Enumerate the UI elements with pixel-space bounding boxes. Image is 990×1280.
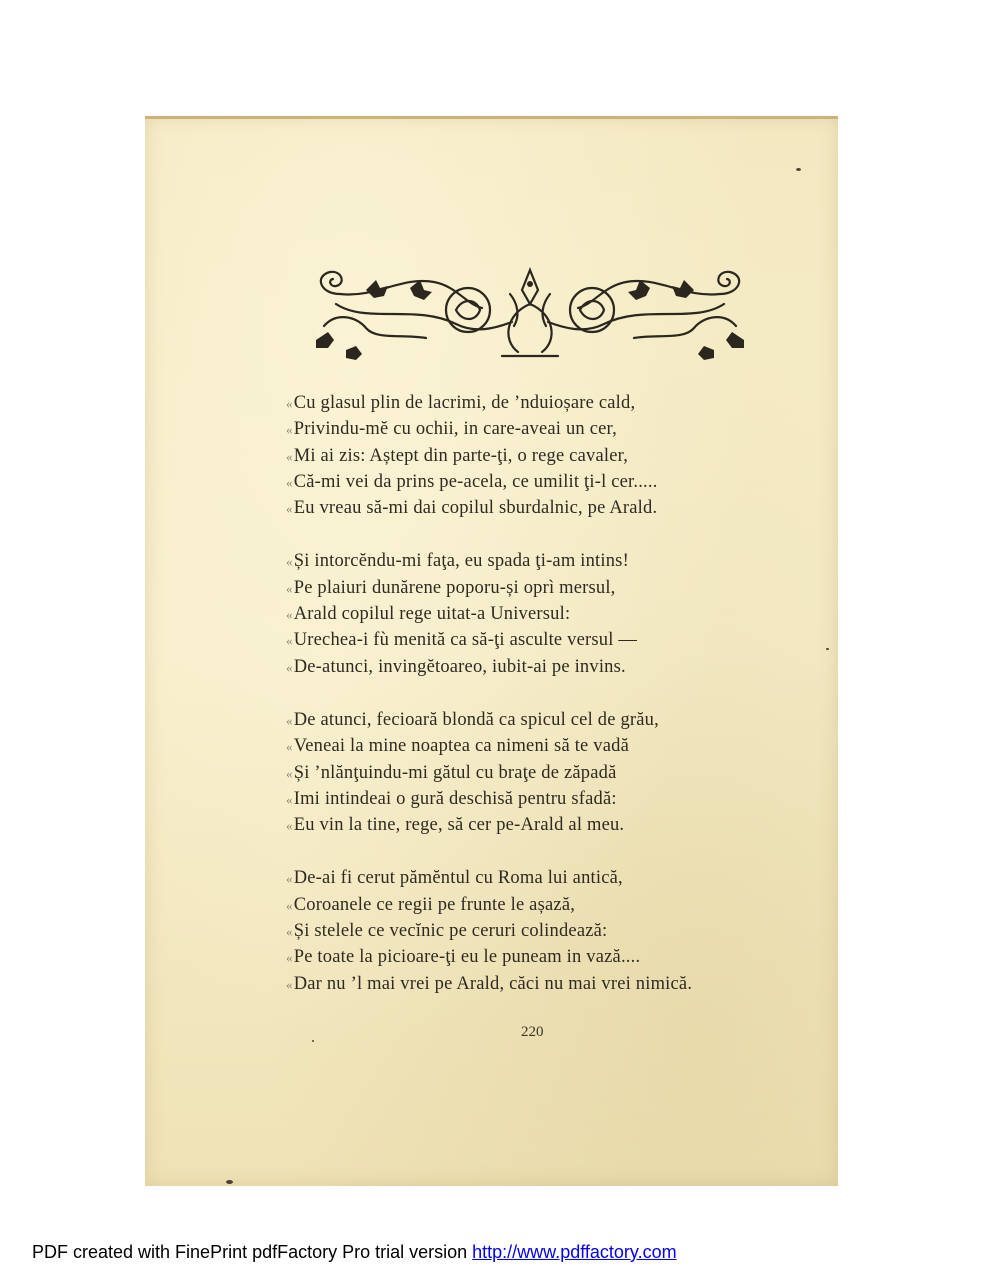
verse-text: Coroanele ce regii pe frunte le așază, <box>293 894 576 915</box>
paper-speck <box>826 648 829 650</box>
guillemet-mark: « <box>286 871 293 887</box>
verse-text: Privindu-mĕ cu ochii, in care-aveai un cer, <box>293 419 617 440</box>
guillemet-mark: « <box>286 396 293 411</box>
pdf-footer <box>32 1242 677 1263</box>
stanza <box>286 548 806 679</box>
verse-line <box>286 944 806 970</box>
verse-text: Arald copilul rege uitat-a Universul: <box>293 604 571 625</box>
floral-ornament-headpiece <box>306 264 754 364</box>
guillemet-mark: « <box>286 501 293 517</box>
paper-speck <box>312 1040 314 1042</box>
verse-line <box>286 892 806 918</box>
verse-text: Pe toate la picioare-ţi eu le puneam in vază.... <box>293 947 641 968</box>
verse-text: Că-mi vei da prins pe-acela, ce umilit ţi-l cer..... <box>293 471 658 492</box>
verse-text: De-ai fi cerut pămĕntul cu Roma lui antică, <box>293 868 623 889</box>
verse-line <box>286 601 806 627</box>
verse-line <box>286 654 806 680</box>
page-number: 220 <box>521 1024 544 1040</box>
verse-line <box>286 548 806 574</box>
verse-text: De-atunci, invingĕtoareo, iubit-ai pe invins. <box>293 656 626 677</box>
guillemet-mark: « <box>286 712 293 728</box>
pdffactory-link[interactable]: http://www.pdffactory.com <box>472 1242 677 1262</box>
verse-line <box>286 627 806 653</box>
verse-text: Eu vin la tine, rege, să cer pe-Arald al meu. <box>293 815 625 836</box>
footer-text: PDF created with FinePrint pdfFactory Pro trial version <box>32 1242 473 1262</box>
poem-text <box>286 390 806 1024</box>
verse-line <box>286 575 806 601</box>
verse-line <box>286 760 806 786</box>
verse-line <box>286 495 806 521</box>
guillemet-mark: « <box>286 765 293 781</box>
verse-text: Veneai la mine noaptea ca nimeni să te vadă <box>293 736 629 757</box>
verse-text: Dar nu ’l mai vrei pe Arald, căci nu mai vrei nimică. <box>293 973 693 994</box>
guillemet-mark: « <box>286 633 293 649</box>
verse-text: Cu glasul plin de lacrimi, de ’nduioșare cald, <box>293 393 636 413</box>
stanza <box>286 707 806 838</box>
guillemet-mark: « <box>286 659 293 675</box>
verse-line <box>286 469 806 495</box>
verse-line <box>286 918 806 944</box>
verse-text: Imi intindeai o gură deschisă pentru sfadă: <box>293 788 617 809</box>
verse-line <box>286 390 806 416</box>
verse-line <box>286 707 806 733</box>
verse-line <box>286 865 806 891</box>
guillemet-mark: « <box>286 897 293 913</box>
verse-text: Urechea-i fù menită ca să-ţi asculte versul — <box>293 630 638 651</box>
guillemet-mark: « <box>286 607 293 623</box>
verse-text: Și intorcĕndu-mi faţa, eu spada ţi-am intins! <box>293 551 629 572</box>
verse-text: Eu vreau să-mi dai copilul sburdalnic, pe Arald. <box>293 498 658 519</box>
verse-line <box>286 971 806 997</box>
verse-text: Mi ai zis: Aștept din parte-ţi, o rege cavaler, <box>293 445 629 466</box>
guillemet-mark: « <box>286 422 293 438</box>
verse-text: Și stelele ce vecĭnic pe ceruri colindează: <box>293 921 608 942</box>
verse-line <box>286 812 806 838</box>
verse-line <box>286 443 806 469</box>
stanza <box>286 390 806 521</box>
guillemet-mark: « <box>286 580 293 596</box>
guillemet-mark: « <box>286 950 293 966</box>
guillemet-mark: « <box>286 976 293 992</box>
paper-speck <box>226 1180 233 1184</box>
guillemet-mark: « <box>286 554 293 570</box>
guillemet-mark: « <box>286 448 293 464</box>
paper-speck <box>796 168 801 171</box>
verse-text: Și ’nlănţuindu-mi gătul cu braţe de zăpadă <box>293 762 617 783</box>
verse-line <box>286 733 806 759</box>
guillemet-mark: « <box>286 818 293 834</box>
guillemet-mark: « <box>286 924 293 940</box>
verse-line <box>286 786 806 812</box>
verse-text: Pe plaiuri dunărene poporu-și oprì mersul, <box>293 577 616 598</box>
verse-text: De atunci, fecioară blondă ca spicul cel de grău, <box>293 709 659 730</box>
stanza <box>286 865 806 996</box>
page-edge <box>145 116 838 119</box>
guillemet-mark: « <box>286 739 293 755</box>
verse-line <box>286 416 806 442</box>
guillemet-mark: « <box>286 791 293 807</box>
guillemet-mark: « <box>286 474 293 490</box>
